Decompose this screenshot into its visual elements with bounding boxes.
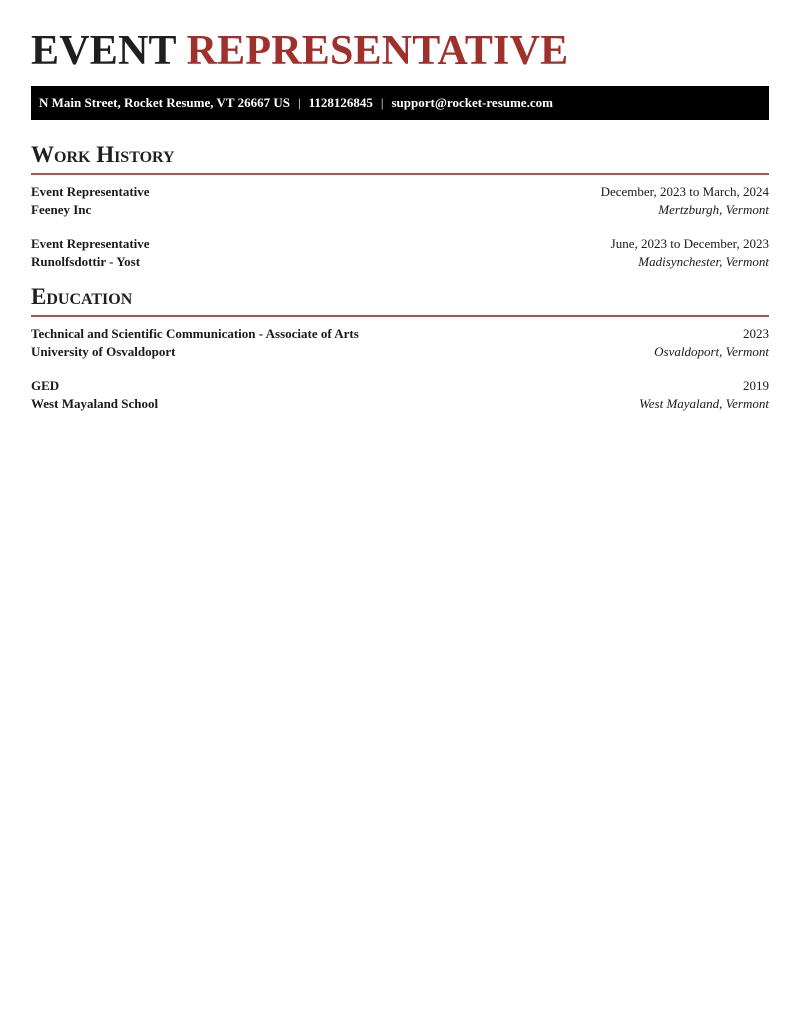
- school-name: University of Osvaldoport: [31, 343, 176, 359]
- job-location: Mertzburgh, Vermont: [658, 201, 769, 217]
- resume-title: [31, 0, 769, 74]
- job-location: Madisynchester, Vermont: [638, 253, 769, 269]
- job-title: Event Representative: [31, 236, 150, 251]
- education-list: [31, 325, 769, 412]
- company-name: Runolfsdottir - Yost: [31, 253, 141, 269]
- contact-separator: |: [297, 95, 301, 110]
- graduation-year: 2023: [743, 326, 769, 341]
- work-history-list: [31, 183, 769, 270]
- work-entry-bottom-row: [31, 253, 769, 271]
- school-location: Osvaldoport, Vermont: [654, 343, 769, 359]
- job-dates: December, 2023 to March, 2024: [600, 184, 769, 199]
- education-entry-top-row: [31, 377, 769, 395]
- contact-separator: |: [380, 95, 384, 110]
- job-title: Event Representative: [31, 184, 150, 199]
- education-entry: [31, 377, 769, 412]
- education-entry-bottom-row: [31, 395, 769, 413]
- education-entry: [31, 325, 769, 360]
- graduation-year: 2019: [743, 378, 769, 393]
- contact-address: N Main Street, Rocket Resume, VT 26667 US: [39, 95, 290, 110]
- contact-email[interactable]: support@rocket-resume.com: [391, 95, 553, 110]
- work-entry-top-row: [31, 235, 769, 253]
- degree-name: Technical and Scientific Communication - Associate of Arts: [31, 326, 359, 341]
- contact-bar: [31, 86, 769, 120]
- job-dates: June, 2023 to December, 2023: [610, 236, 769, 251]
- school-name: West Mayaland School: [31, 395, 159, 411]
- education-entry-bottom-row: [31, 343, 769, 361]
- company-name: Feeney Inc: [31, 201, 92, 217]
- contact-phone: 1128126845: [308, 95, 373, 110]
- education-heading: Education: [31, 284, 769, 317]
- school-location: West Mayaland, Vermont: [639, 395, 769, 411]
- work-entry-bottom-row: [31, 201, 769, 219]
- work-entry: [31, 183, 769, 218]
- title-first-word: EVENT: [31, 28, 176, 74]
- degree-name: GED: [31, 378, 60, 393]
- work-history-heading: Work History: [31, 142, 769, 175]
- work-entry-top-row: [31, 183, 769, 201]
- title-second-word: REPRESENTATIVE: [186, 28, 569, 74]
- work-entry: [31, 235, 769, 270]
- education-entry-top-row: [31, 325, 769, 343]
